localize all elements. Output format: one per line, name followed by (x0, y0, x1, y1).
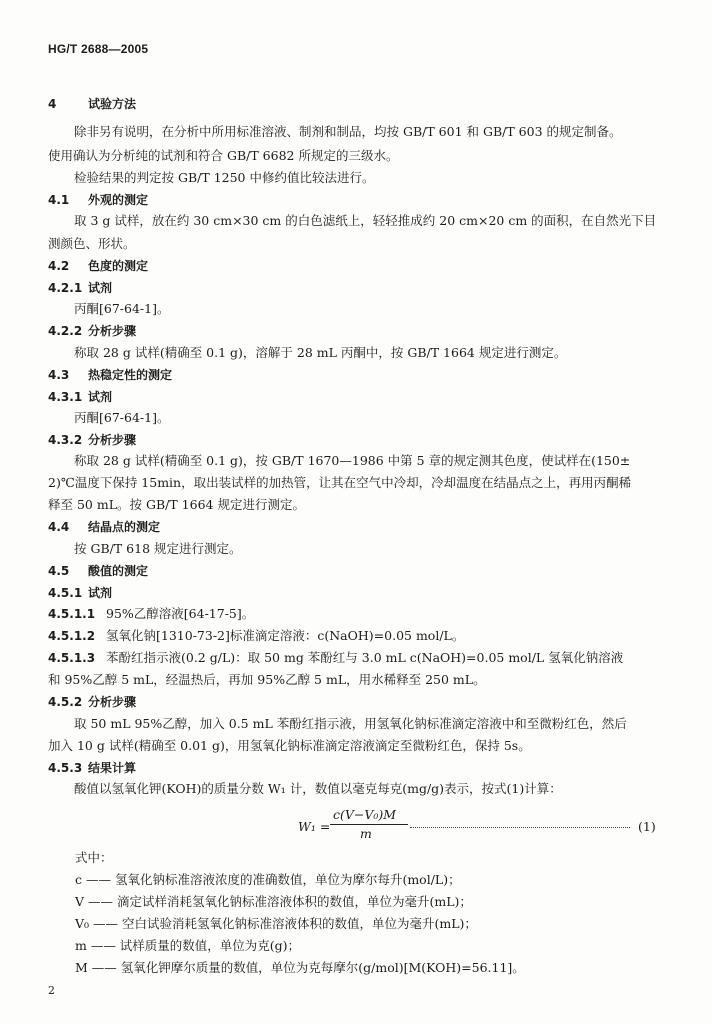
intro-line-1: 除非另有说明，在分析中所用标准溶液、制剂和制品，均按 GB/T 601 和 GB/T 603 的规定制备。 (74, 124, 622, 139)
fraction-bar (330, 824, 408, 825)
section-4-5-3-heading: 4.5.3 结果计算 (48, 761, 137, 775)
formula-denominator: m (360, 826, 372, 841)
s432-line-3: 释至 50 mL。按 GB/T 1664 规定进行测定。 (48, 497, 305, 512)
def-M: M —— 氢氧化钾摩尔质量的数值，单位为克每摩尔(g/mol)[M(KOH)=56.11]。 (75, 960, 525, 975)
page-number: 2 (48, 984, 55, 997)
s4513-line-2: 和 95%乙醇 5 mL，经温热后，再加 95%乙醇 5 mL，用水稀释至 250 mL。 (48, 672, 486, 687)
s421-line-1: 丙酮[67-64-1]。 (74, 301, 170, 316)
s4511-line: 4.5.1.1 95%乙醇溶液[64-17-5]。 (48, 606, 255, 621)
formula-lhs: W₁ = (298, 819, 331, 834)
s4512-line: 4.5.1.2 氢氧化钠[1310-73-2]标准滴定溶液：c(NaOH)=0.05 mol/L。 (48, 628, 465, 643)
section-4-heading: 4 试验方法 (48, 97, 137, 111)
s41-line-2: 测颜色、形状。 (48, 236, 136, 251)
defs-intro: 式中： (75, 850, 113, 865)
s431-line-1: 丙酮[67-64-1]。 (74, 410, 170, 425)
def-v: V —— 滴定试样消耗氢氧化钠标准溶液体积的数值，单位为毫升(mL)； (75, 894, 472, 909)
def-c: c —— 氢氧化钠标准溶液浓度的准确数值，单位为摩尔每升(mol/L)； (75, 872, 461, 887)
s452-line-2: 加入 10 g 试样(精确至 0.01 g)，用氢氧化钠标准滴定溶液滴定至微粉红色，保持 5s。 (48, 738, 531, 753)
acid-value-formula (298, 807, 668, 847)
section-4-2-1-heading: 4.2.1 试剂 (48, 281, 113, 295)
section-4-2-2-heading: 4.2.2 分析步骤 (48, 324, 137, 338)
standard-header: HG/T 2688—2005 (48, 42, 149, 56)
section-4-1-heading: 4.1 外观的测定 (48, 193, 149, 207)
s4513-line-1: 4.5.1.3 苯酚红指示液(0.2 g/L)：取 50 mg 苯酚红与 3.0 mL c(NaOH)=0.05 mol/L 氢氧化钠溶液 (48, 650, 624, 665)
s432-line-2: 2)℃温度下保持 15min，取出装试样的加热管，让其在空气中冷却，冷却温度在结晶点之上，再用丙酮稀 (48, 475, 632, 490)
s453-line-1: 酸值以氢氧化钾(KOH)的质量分数 W₁ 计，数值以毫克每克(mg/g)表示，按式(1)计算： (74, 781, 562, 796)
section-4-4-heading: 4.4 结晶点的测定 (48, 520, 161, 534)
s41-line-1: 取 3 g 试样，放在约 30 cm×30 cm 的白色滤纸上，轻轻推成约 20 cm×20 cm 的面积，在自然光下目 (74, 213, 657, 228)
leader-dots (410, 821, 630, 828)
s432-line-1: 称取 28 g 试样(精确至 0.1 g)，按 GB/T 1670—1986 中第 5 章的规定测其色度，使试样在(150± (74, 453, 631, 468)
s452-line-1: 取 50 mL 95%乙醇，加入 0.5 mL 苯酚红指示液，用氢氧化钠标准滴定溶液中和至微粉红色，然后 (74, 716, 627, 731)
intro-line-3: 检验结果的判定按 GB/T 1250 中修约值比较法进行。 (74, 170, 375, 185)
section-4-2-heading: 4.2 色度的测定 (48, 259, 149, 273)
section-4-5-2-heading: 4.5.2 分析步骤 (48, 695, 137, 709)
s44-line-1: 按 GB/T 618 规定进行测定。 (74, 541, 242, 556)
equation-number: (1) (638, 819, 656, 834)
section-4-5-heading: 4.5 酸值的测定 (48, 564, 149, 578)
section-4-3-1-heading: 4.3.1 试剂 (48, 390, 113, 404)
section-4-3-2-heading: 4.3.2 分析步骤 (48, 433, 137, 447)
section-4-3-heading: 4.3 热稳定性的测定 (48, 368, 173, 382)
s422-line-1: 称取 28 g 试样(精确至 0.1 g)，溶解于 28 mL 丙酮中，按 GB/T 1664 规定进行测定。 (74, 345, 567, 360)
def-m: m —— 试样质量的数值，单位为克(g)； (75, 938, 301, 953)
intro-line-2: 使用确认为分析纯的试剂和符合 GB/T 6682 所规定的三级水。 (48, 148, 399, 163)
section-4-5-1-heading: 4.5.1 试剂 (48, 586, 113, 600)
formula-numerator: c(V−V₀)M (333, 807, 397, 822)
def-v0: V₀ —— 空白试验消耗氢氧化钠标准溶液体积的数值，单位为毫升(mL)； (75, 916, 477, 931)
